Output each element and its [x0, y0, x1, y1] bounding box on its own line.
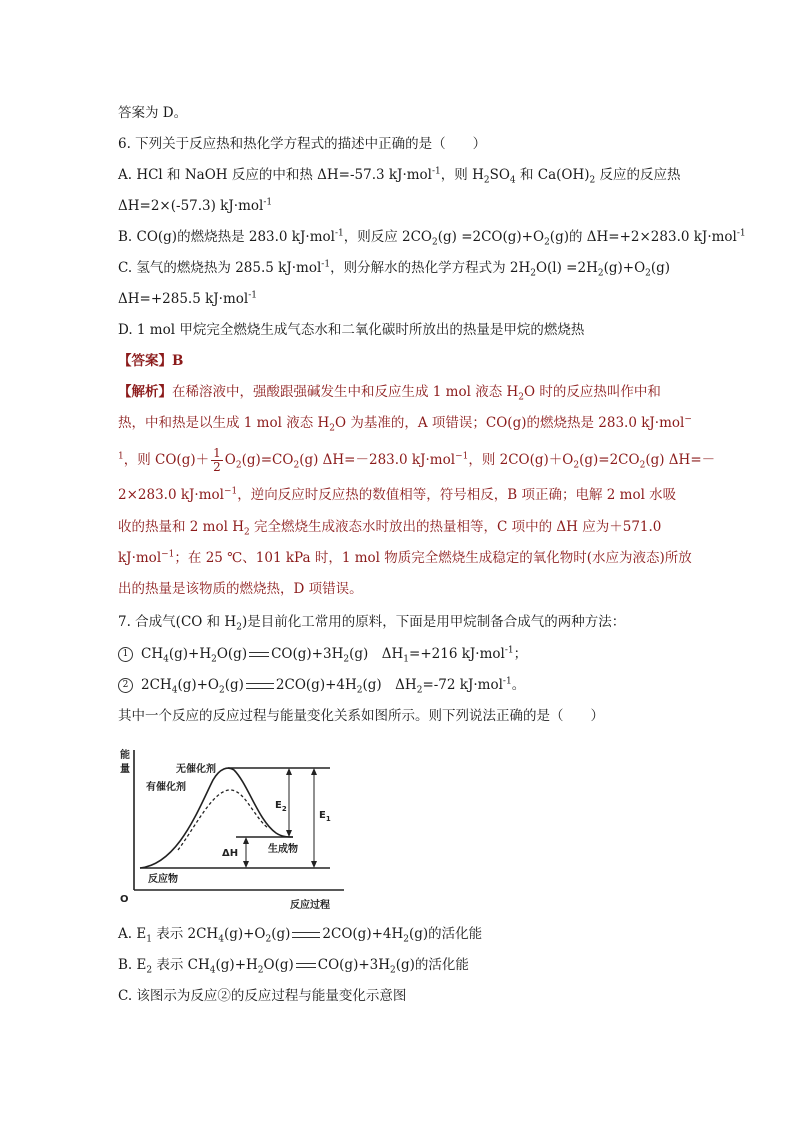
q6-option-c-line2: ΔH=+285.5 kJ·mol$^{-1}$ — [118, 290, 257, 307]
catalyzed-curve — [178, 790, 268, 850]
q6-option-a-line2: ΔH=2×(-57.3) kJ·mol$^{-1}$ — [118, 197, 273, 214]
q7-reaction-1: 1 $CH_4(g)+H_2O(g)$ $CO(g)+3H_2(g)$ $\Delta H_1=+216$ kJ·mol$^{-1}$； — [118, 645, 527, 663]
q6-stem: 6. 下列关于反应热和热化学方程式的描述中正确的是（ ） — [118, 136, 487, 152]
q6-explanation-line1: 【解析】在稀溶液中，强酸跟强碱发生中和反应生成 1 mol 液态 $H_2O$ 时的反应热叫作中和 — [118, 384, 661, 403]
e2-label: $E_2$ — [275, 800, 287, 813]
q6-explanation-line6: kJ·mol$^{-1}$；在 25 ℃、101 kPa 时，1 mol 物质完全燃烧生成稳定的氧化物时(水应为液态)所放 — [118, 549, 692, 566]
q7-reaction-2: 2 $2CH_4(g)+O_2(g)$ $2CO(g)+4H_2(g)$ $\Delta H_2=-72$ kJ·mol$^{-1}$。 — [118, 676, 525, 694]
equals-sign — [292, 932, 320, 938]
q6-explanation-line4: 2×283.0 kJ·mol$^{-1}$，逆向反应时反应热的数值相等，符号相反，B 项正确；电解 2 mol 水吸 — [118, 486, 677, 503]
circled-number-1: 1 — [118, 647, 133, 662]
origin-label: O — [120, 894, 129, 905]
x-axis-label: 反应过程 — [290, 900, 330, 911]
q6-explanation-line3: $^1$，则 CO(g)＋ $\frac{1}{2}$ $O_2(g)=CO_2(g)$ ΔH=－283.0 kJ·mol$^{-1}$，则 $2CO(g)+O_2(g)=2CO_2(g)$ ΔH=－ — [118, 446, 716, 474]
q6-option-a-line1: A. HCl 和 NaOH 反应的中和热 ΔH=-57.3 kJ·mol$^{-1}$，则 $H_2SO_4$ 和 $Ca(OH)_2$ 反应的反应热 — [118, 166, 681, 186]
equilibrium-sign — [296, 963, 316, 968]
answer-line: 答案为 D。 — [118, 105, 188, 121]
equals-sign — [246, 683, 274, 689]
q7-option-a: A. $E_1$ 表示 $2CH_4(g)+O_2(g)$ $2CO(g)+4H_2(g)$的活化能 — [118, 926, 483, 945]
q7-option-c: C. 该图示为反应②的反应过程与能量变化示意图 — [118, 988, 407, 1004]
reactant-label: 反应物 — [148, 874, 178, 885]
energy-diagram — [118, 740, 348, 915]
dh-label: ΔH — [222, 848, 239, 859]
equilibrium-sign — [249, 652, 269, 657]
q6-explanation-line5: 收的热量和 2 mol $H_2$ 完全燃烧生成液态水时放出的热量相等，C 项中的 ΔH 应为＋571.0 — [118, 519, 662, 538]
q6-explanation-line7: 出的热量是该物质的燃烧热，D 项错误。 — [118, 581, 363, 597]
y-axis-label-2: 量 — [120, 764, 130, 775]
product-label: 生成物 — [268, 844, 298, 855]
q7-lead: 其中一个反应的反应过程与能量变化关系如图所示。则下列说法正确的是（ ） — [118, 708, 604, 724]
q7-stem: 7. 合成气(CO 和 $H_2$)是目前化工常用的原料，下面是用甲烷制备合成气的两种方法： — [118, 614, 626, 633]
with-catalyst-label: 有催化剂 — [146, 782, 186, 793]
q6-answer: 【答案】B — [118, 353, 184, 369]
q6-option-c-line1: C. 氢气的燃烧热为 285.5 kJ·mol$^{-1}$，则分解水的热化学方程式为 $2H_2O(l) =2H_2(g)+O_2(g)$ — [118, 259, 671, 279]
e1-label: $E_1$ — [319, 810, 331, 823]
fraction-one-half: $\frac{1}{2}$ — [213, 446, 221, 474]
circled-number-2: 2 — [118, 678, 133, 693]
no-catalyst-label: 无催化剂 — [176, 764, 216, 775]
q7-option-b: B. $E_2$ 表示 $CH_4(g)+H_2O(g)$ $CO(g)+3H_2(g)$的活化能 — [118, 957, 469, 976]
q6-option-d: D. 1 mol 甲烷完全燃烧生成气态水和二氧化碳时所放出的热量是甲烷的燃烧热 — [118, 322, 585, 338]
q6-option-b: B. CO(g)的燃烧热是 283.0 kJ·mol$^{-1}$，则反应 $2CO_2(g) =2CO(g)+O_2(g)$的 ΔH=+2×283.0 kJ·mol$^{-1}$ — [118, 228, 746, 248]
y-axis-label-1: 能 — [120, 750, 130, 761]
q6-explanation-line2: 热，中和热是以生成 1 mol 液态 $H_2O$ 为基准的，A 项错误；CO(g)的燃烧热是 283.0 kJ·mol− — [118, 414, 692, 434]
